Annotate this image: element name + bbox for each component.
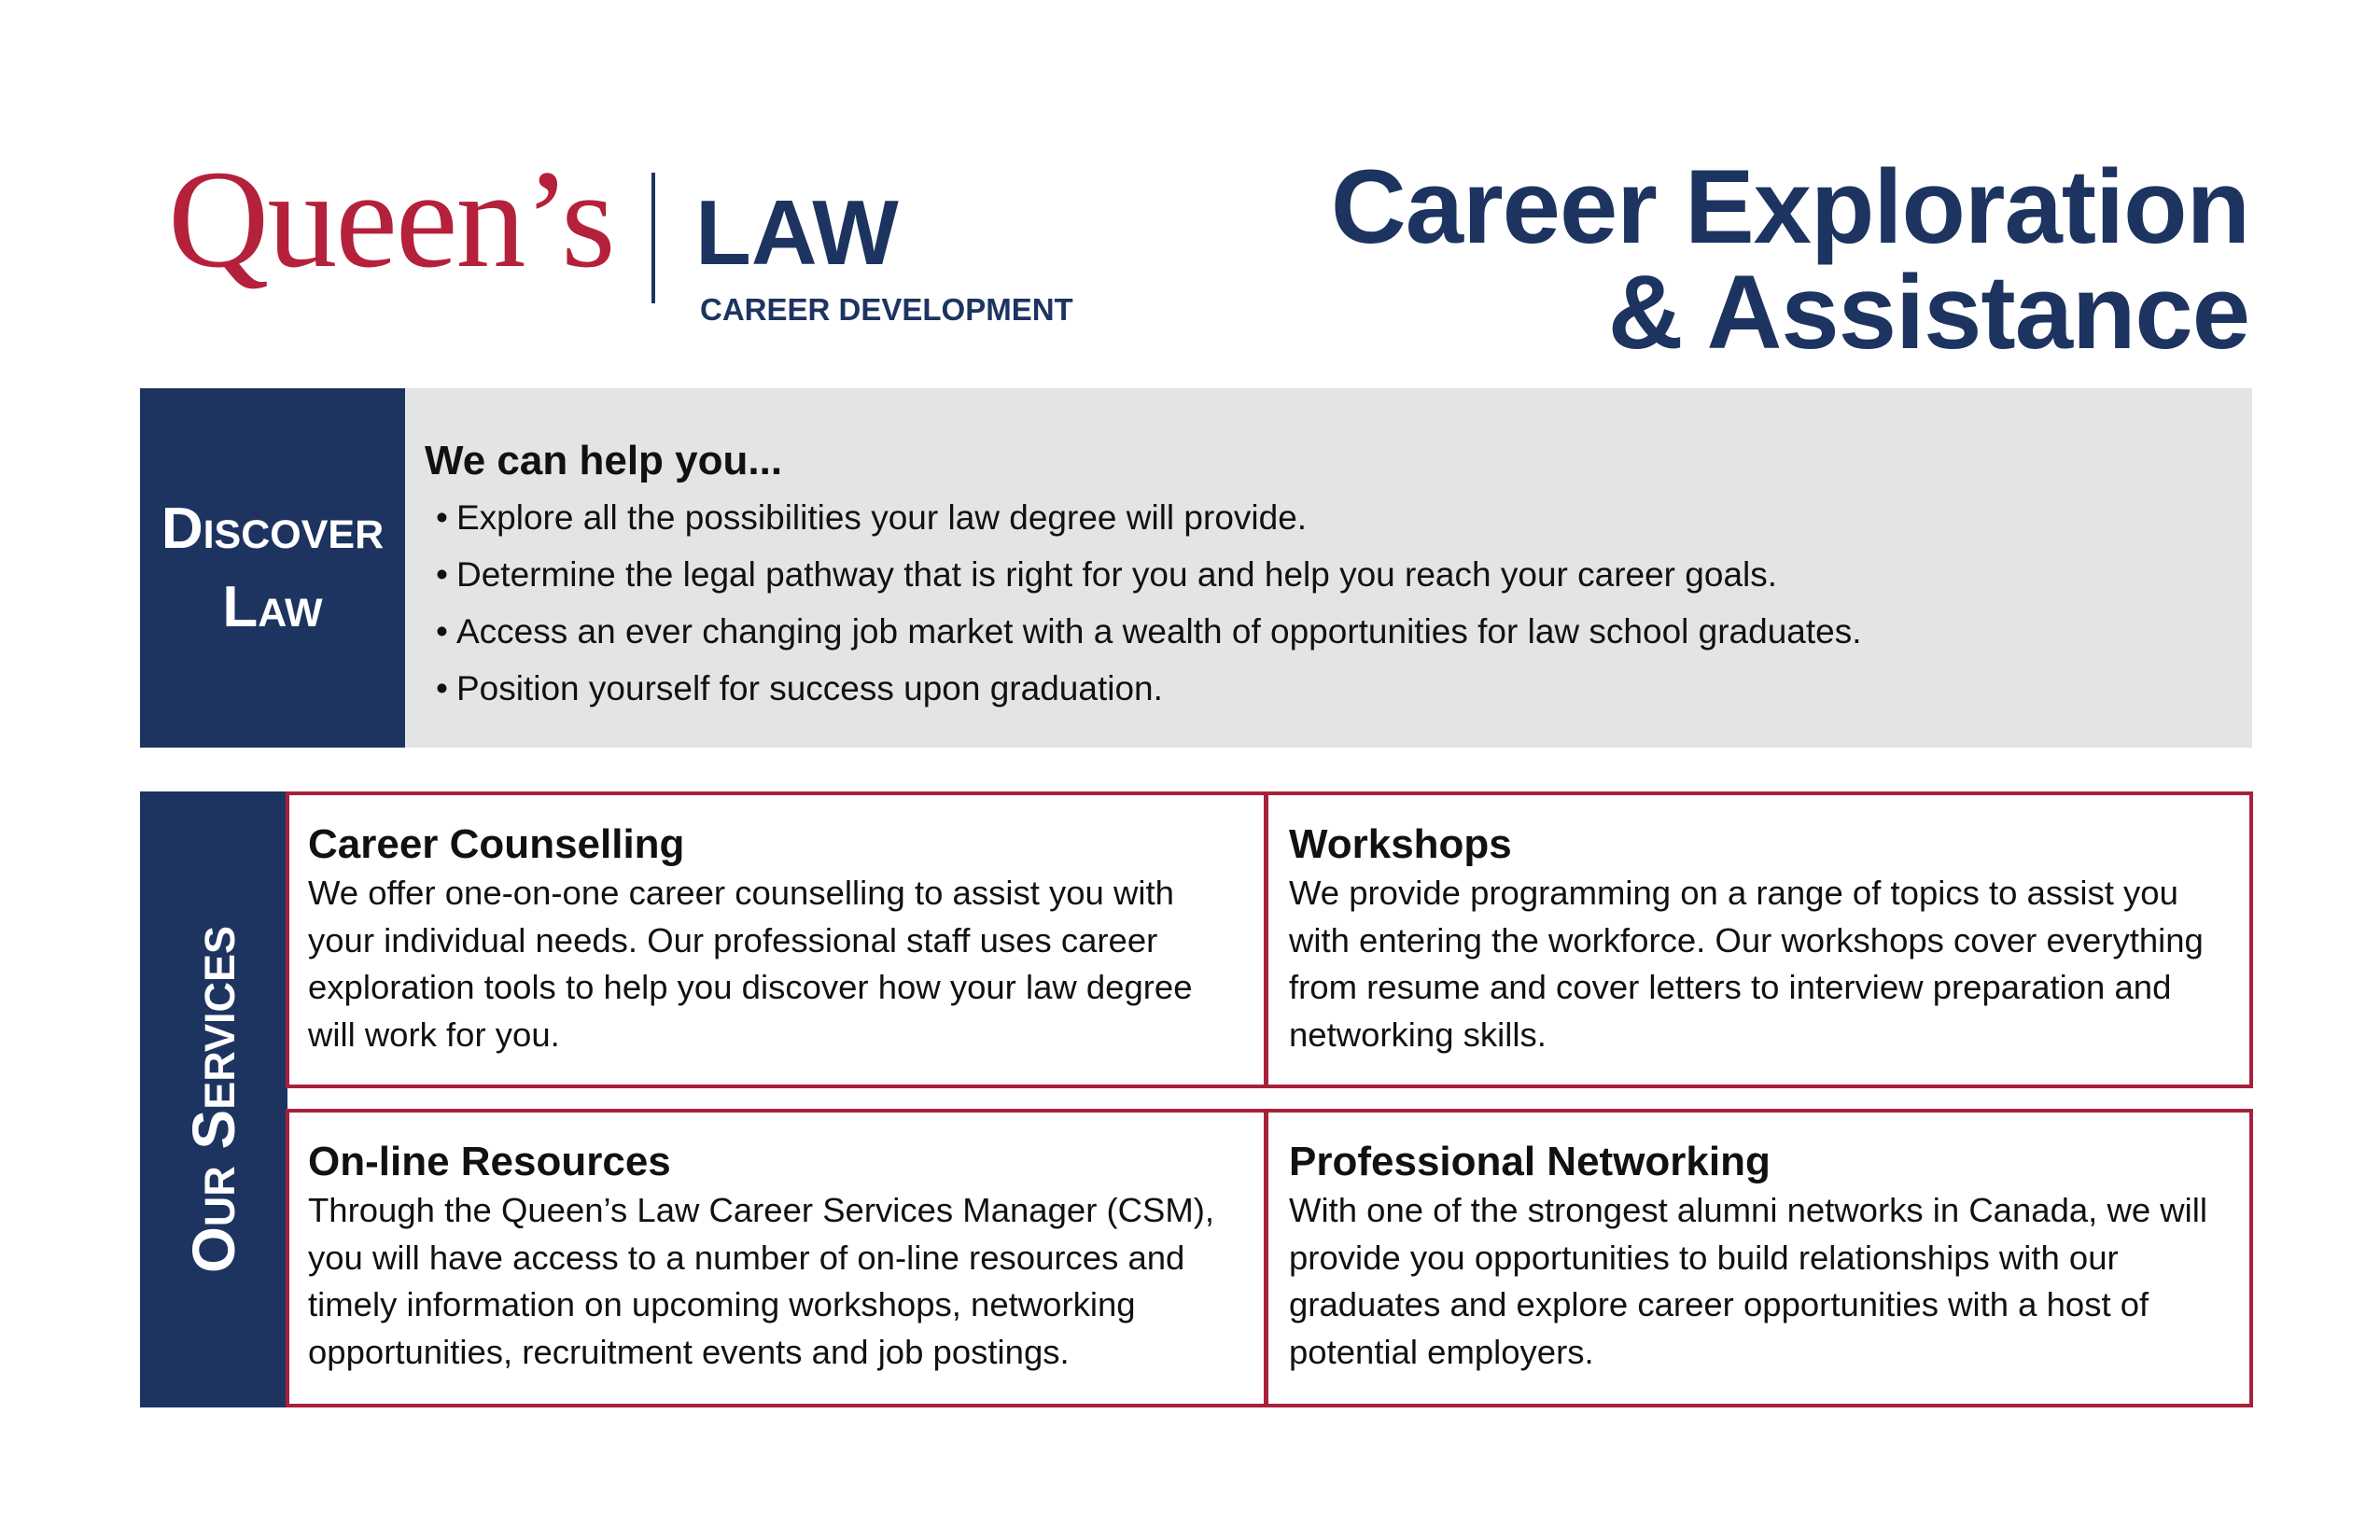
service-title: Workshops [1289, 821, 1512, 867]
service-card-professional-networking [1265, 1109, 2253, 1407]
queens-wordmark-logo: Queen’s [168, 142, 614, 297]
logo-divider [651, 173, 655, 303]
logo-law-text: LAW [695, 181, 899, 284]
list-item [436, 489, 2226, 546]
list-item-text: Access an ever changing job market with a wealth of opportunities for law school graduates. [456, 612, 1862, 651]
page-title [1330, 148, 2249, 371]
bullet-icon: • [436, 555, 448, 594]
list-item-text: Determine the legal pathway that is right for you and help you reach your career goals. [456, 555, 1778, 594]
bullet-icon: • [436, 498, 448, 537]
service-body: We offer one-on-one career counselling to assist you with your individual needs. Our professional staff uses career exploration tools to help you discover how your law degree will work for you. [308, 874, 1193, 1054]
service-card-career-counselling [286, 791, 1267, 1088]
service-body: With one of the strongest alumni networks in Canada, we will provide you opportunities to build relationships with our graduates and explore career opportunities with a host of potential employers. [1289, 1191, 2207, 1371]
service-title: On-line Resources [308, 1139, 671, 1184]
bullet-icon: • [436, 669, 448, 707]
discover-law-tab [140, 388, 405, 748]
service-title: Professional Networking [1289, 1139, 1771, 1184]
page-title-line1: Career Exploration [1330, 148, 2249, 265]
service-body: Through the Queen’s Law Career Services Manager (CSM), you will have access to a number of on-line resources and timely information on upcoming workshops, networking opportunities, recruitment events and job postings. [308, 1191, 1215, 1371]
service-card-online-resources [286, 1109, 1267, 1407]
list-item [436, 603, 2226, 660]
discover-tab-line1: Discover [161, 496, 385, 561]
list-item [436, 660, 2226, 717]
list-item-text: Explore all the possibilities your law degree will provide. [456, 498, 1308, 537]
service-body: We provide programming on a range of topics to assist you with entering the workforce. Our workshops cover everything from resume and cover letters to interview preparation and networking skills. [1289, 874, 2204, 1054]
discover-tab-line2: Law [222, 574, 323, 639]
service-card-workshops [1265, 791, 2253, 1088]
bullet-icon: • [436, 612, 448, 651]
discover-law-content [425, 435, 2226, 717]
list-item-text: Position yourself for success upon graduation. [456, 669, 1163, 707]
list-item [436, 546, 2226, 603]
logo-subtitle: CAREER DEVELOPMENT [700, 292, 1073, 327]
our-services-label: Our Services [180, 926, 247, 1273]
discover-list [425, 489, 2226, 717]
service-title: Career Counselling [308, 821, 685, 867]
discover-heading: We can help you... [425, 438, 783, 483]
page-title-line2: & Assistance [1607, 254, 2249, 371]
